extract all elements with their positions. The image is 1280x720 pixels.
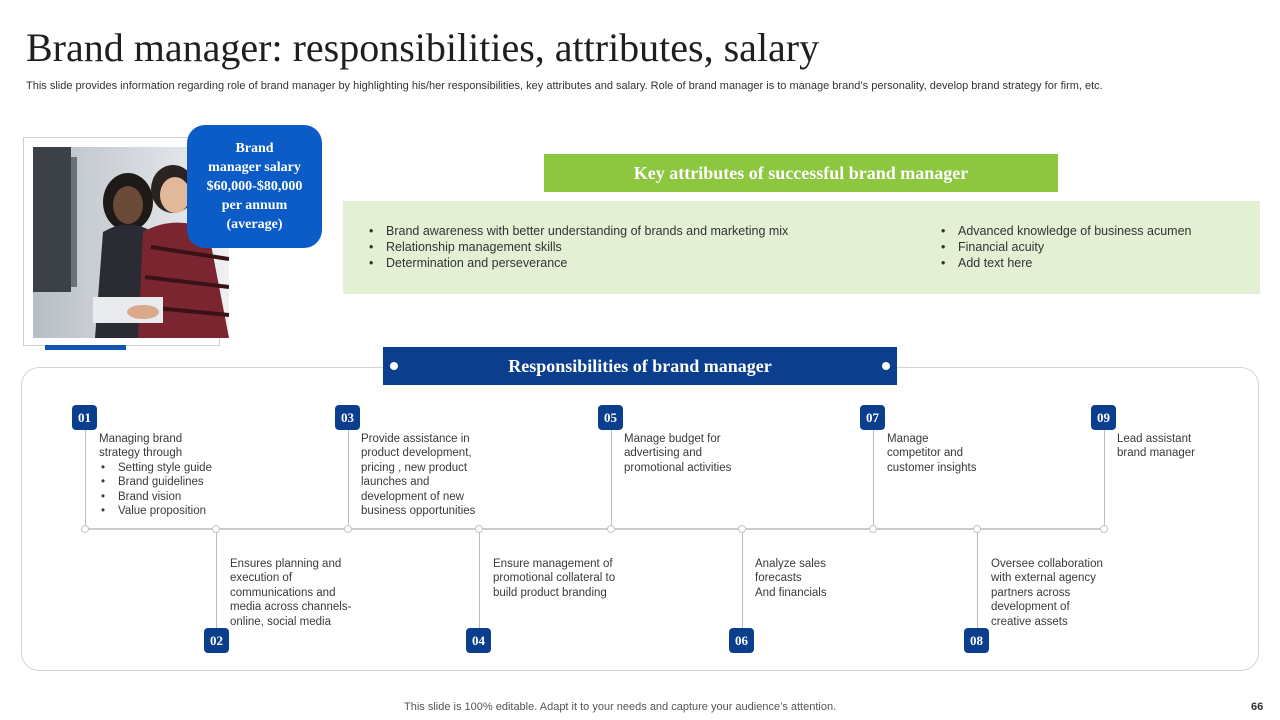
- connector-01: [85, 430, 86, 528]
- step-text-03: [361, 432, 475, 518]
- step-line: with external agency: [991, 572, 1096, 585]
- step-line: partners across: [991, 586, 1071, 599]
- step-line: promotional collateral to: [493, 572, 616, 585]
- salary-line-4: per annum: [221, 198, 288, 213]
- attribute-item: • Relationship management skills: [366, 239, 788, 255]
- step-badge-08: 08: [964, 628, 989, 653]
- step-line: business opportunities: [361, 505, 476, 518]
- step-line: Managing brand: [99, 433, 183, 445]
- connector-04: [479, 530, 480, 628]
- connector-08: [977, 530, 978, 628]
- step-line: Manage: [887, 433, 929, 445]
- responsibilities-title: Responsibilities of brand manager: [508, 355, 772, 376]
- step-line: pricing , new product: [361, 461, 468, 474]
- photo-accent-bar: [45, 345, 126, 350]
- step-line: online, social media: [230, 615, 332, 628]
- step-line: promotional activities: [624, 461, 732, 474]
- step-line: execution of: [230, 572, 293, 585]
- salary-line-3: $60,000-$80,000: [206, 179, 303, 194]
- salary-line-1: Brand: [235, 141, 274, 156]
- page-number: 66: [1251, 701, 1264, 713]
- step-line: Lead assistant: [1117, 433, 1192, 445]
- step-line: brand manager: [1117, 447, 1195, 460]
- step-badge-02: 02: [204, 628, 229, 653]
- step-bullet: • Value proposition: [99, 504, 212, 518]
- attribute-item: • Determination and perseverance: [366, 255, 788, 271]
- step-badge-01: 01: [72, 405, 97, 430]
- step-text-07: [887, 432, 976, 475]
- step-badge-09: 09: [1091, 405, 1116, 430]
- timeline-dot: [344, 525, 352, 533]
- step-line: build product branding: [493, 586, 607, 599]
- footer-note: This slide is 100% editable. Adapt it to your needs and capture your audience’s attention.: [404, 701, 837, 713]
- salary-line-5: (average): [226, 217, 283, 232]
- step-badge-07: 07: [860, 405, 885, 430]
- header-dot-left: [390, 362, 398, 370]
- slide-subtitle: This slide provides information regarding role of brand manager by highlighting his/her responsibilities, key attributes and salary. Role of brand manager is to manage brand’s personality, develop brand strategy for firm, etc.: [26, 80, 1103, 92]
- step-line: Ensures planning and: [230, 558, 342, 570]
- connector-07: [873, 430, 874, 528]
- connector-02: [216, 530, 217, 628]
- slide-title: Brand manager: responsibilities, attributes, salary: [26, 25, 820, 70]
- step-text-01: [99, 432, 212, 518]
- timeline-dot: [475, 525, 483, 533]
- step-text-04: [493, 557, 615, 600]
- step-line: forecasts: [755, 572, 802, 585]
- attribute-item: • Financial acuity: [938, 239, 1191, 255]
- timeline-dot: [973, 525, 981, 533]
- step-bullets: [99, 461, 212, 519]
- step-line: Oversee collaboration: [991, 558, 1103, 570]
- header-dot-right: [882, 362, 890, 370]
- step-line: development of new: [361, 490, 464, 503]
- step-line: Provide assistance in: [361, 433, 470, 445]
- step-line: And financials: [755, 586, 827, 599]
- step-text-02: [230, 557, 351, 629]
- attributes-header: Key attributes of successful brand manager: [544, 154, 1058, 192]
- step-bullet: • Setting style guide: [99, 461, 212, 475]
- salary-badge: [187, 125, 322, 248]
- step-bullet: • Brand vision: [99, 490, 212, 504]
- step-bullet: • Brand guidelines: [99, 475, 212, 489]
- step-line: Manage budget for: [624, 433, 721, 445]
- step-line: strategy through: [99, 447, 183, 460]
- step-line: competitor and: [887, 447, 964, 460]
- responsibilities-header: [383, 347, 897, 385]
- attribute-item: • Add text here: [938, 255, 1191, 271]
- timeline-dot: [81, 525, 89, 533]
- timeline-dot: [1100, 525, 1108, 533]
- step-badge-03: 03: [335, 405, 360, 430]
- timeline-dot: [738, 525, 746, 533]
- timeline-dot: [607, 525, 615, 533]
- timeline-dot: [869, 525, 877, 533]
- step-line: development of: [991, 601, 1070, 614]
- step-line: communications and: [230, 586, 336, 599]
- step-text-08: [991, 557, 1103, 629]
- step-line: Analyze sales: [755, 558, 826, 570]
- step-badge-06: 06: [729, 628, 754, 653]
- connector-09: [1104, 430, 1105, 528]
- attributes-list-left: [366, 223, 788, 271]
- step-text-09: [1117, 432, 1195, 461]
- step-line: customer insights: [887, 461, 977, 474]
- connector-03: [348, 430, 349, 528]
- step-line: product development,: [361, 447, 472, 460]
- attributes-list-right: [938, 223, 1191, 271]
- step-line: creative assets: [991, 615, 1068, 628]
- salary-line-2: manager salary: [208, 160, 301, 175]
- connector-06: [742, 530, 743, 628]
- step-badge-04: 04: [466, 628, 491, 653]
- attribute-item: • Brand awareness with better understanding of brands and marketing mix: [366, 223, 788, 239]
- timeline-dot: [212, 525, 220, 533]
- step-line: Ensure management of: [493, 558, 613, 570]
- attribute-item: • Advanced knowledge of business acumen: [938, 223, 1191, 239]
- step-badge-05: 05: [598, 405, 623, 430]
- timeline-line: [85, 528, 1105, 530]
- step-text-06: [755, 557, 827, 600]
- step-line: launches and: [361, 476, 430, 489]
- step-text-05: [624, 432, 731, 475]
- step-line: media across channels-: [230, 601, 352, 614]
- attributes-box: [343, 201, 1260, 294]
- connector-05: [611, 430, 612, 528]
- step-line: advertising and: [624, 447, 702, 460]
